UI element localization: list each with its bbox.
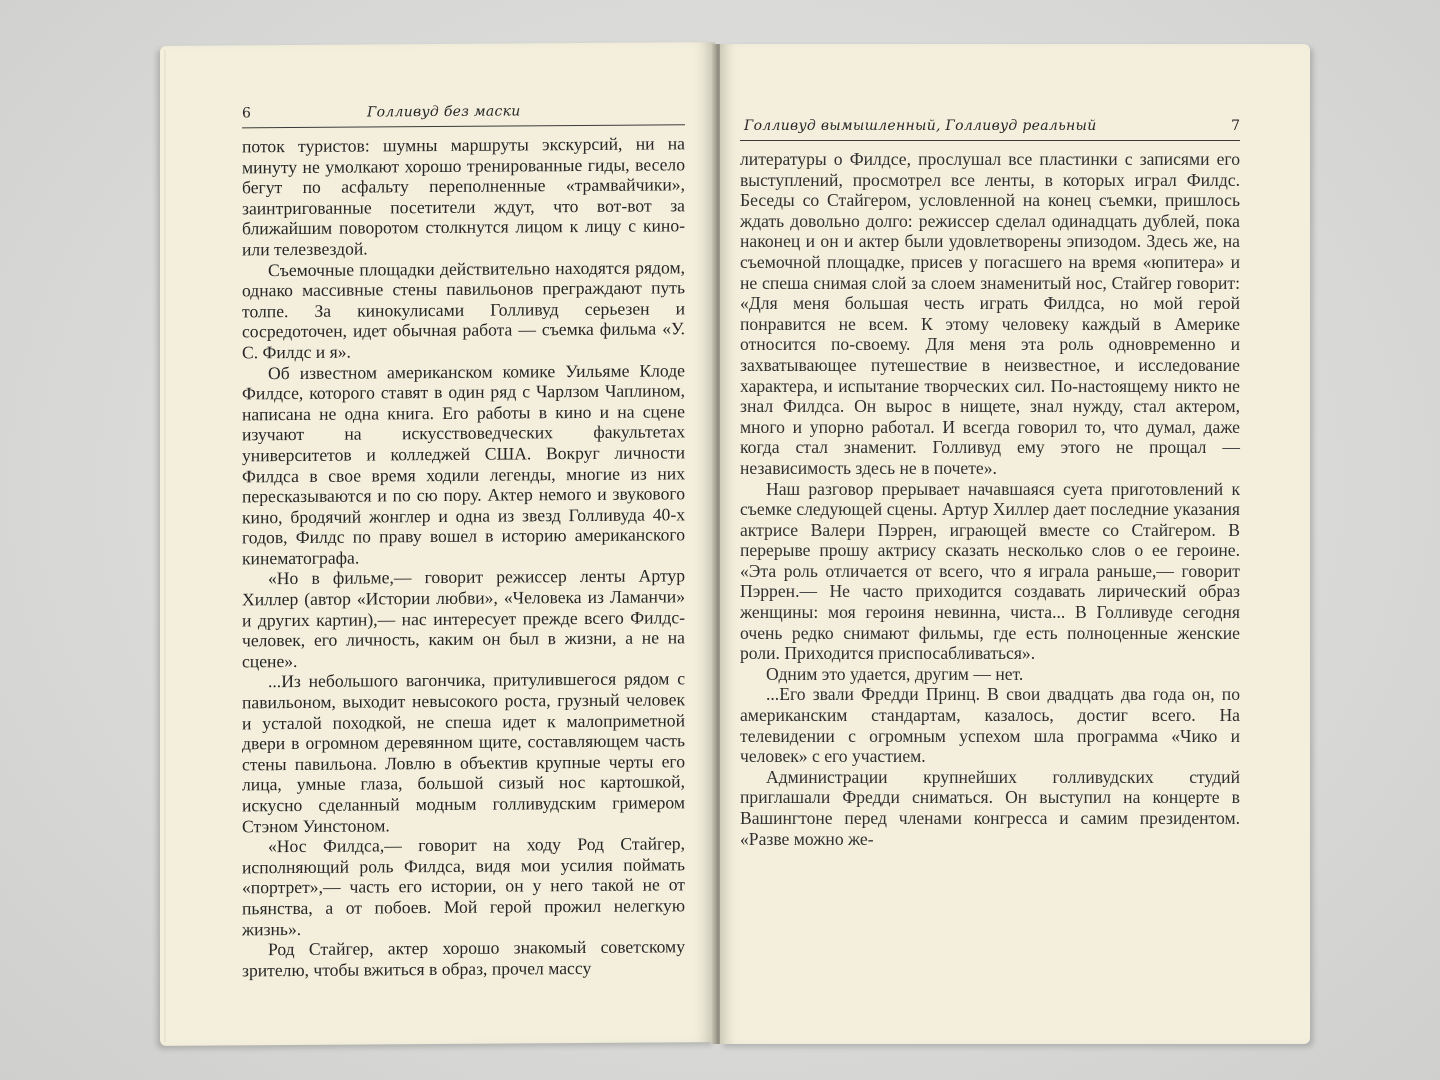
page-edges	[164, 50, 170, 1042]
page-number-left: 6	[242, 105, 251, 122]
left-page-body	[242, 133, 685, 980]
right-page-header	[740, 114, 1240, 141]
right-page	[720, 44, 1310, 1044]
paragraph: Род Стайгер, актер хорошо знакомый советскому зрителю, чтобы вжиться в образ, прочел массу	[242, 936, 685, 981]
paragraph: «Но в фильме,— говорит режиссер ленты Артур Хиллер (автор «Истории любви», «Человека из Ламанчи» и других картин),— нас интересует прежде всего Филдс-человек, его личность, каким он был в жизни, а не на сцене».	[242, 565, 685, 672]
paragraph: Съемочные площадки действительно находятся рядом, однако массивные стены павильонов преграждают путь толпе. За кинокулисами Голливуд серьезен и сосредоточен, идет обычная работа — съемка фильма «У. С. Филдс и я».	[242, 256, 685, 363]
paragraph: Об известном американском комике Уильяме Клоде Филдсе, которого ставят в один ряд с Чарлзом Чаплином, написана не одна книга. Его работы в кино и на сцене изучают на искусствоведческих факультетах университетов и колледжей США. Вокруг личности Филдса в свое время ходили легенды, многие из них пересказываются и по сю пору. Актер немого и звукового кино, бродячий жонглер и одна из звезд Голливуда 40-х годов, Филдс по праву вошел в историю американского кинематографа.	[242, 359, 685, 569]
right-page-body	[740, 149, 1240, 849]
paragraph: поток туристов: шумны маршруты экскурсий, ни на минуту не умолкают хорошо тренированные гиды, весело бегут по асфальту переполненные «трамвайчики», заинтригованные посетители ждут, что вот-вот за ближайшим поворотом столкнутся лицом к лицу с кино- или телезвездой.	[242, 133, 685, 260]
paragraph: Одним это удается, другим — нет.	[766, 663, 1024, 684]
paragraph: Наш разговор прерывает начавшаяся суета приготовлений к съемке следующей сцены. Артур Хиллер дает последние указания актрисе Валери Пэррен, играющей вместе со Стайгером. В перерыве прошу актрису сказать несколько слов о ее героине. «Эта роль отличается от всего, что я играла раньше,— говорит Пэррен.— Не часто приходится создавать лирический образ женщины: моя героиня невинна, чиста... В Голливуде сегодня очень редко снимают фильмы, где есть полноценные женские роли. Приходится приспосабливаться».	[740, 478, 1240, 664]
page-number-right: 7	[1231, 118, 1240, 134]
left-page	[160, 42, 715, 1046]
running-head-right: Голливуд вымышленный, Голливуд реальный	[744, 118, 1097, 134]
running-head-left: Голливуд без маски	[367, 103, 521, 121]
paragraph: Администрации крупнейших голливудских студий приглашали Фредди сниматься. Он выступил на концерте в Вашингтоне перед членами конгресса и самим президентом. «Разве можно же-	[740, 766, 1240, 849]
paragraph: «Нос Филдса,— говорит на ходу Род Стайгер, исполняющий роль Филдса, видя мои усилия поймать «портрет»,— часть его истории, он у него такой не от пьянства, а от побоев. Мой герой прожил нелегкую жизнь».	[242, 833, 685, 939]
open-book	[160, 44, 1310, 1044]
left-page-header	[242, 98, 685, 128]
paragraph: литературы о Филдсе, прослушал все пластинки с записями его выступлений, просмотрел все ленты, в которых играл Филдс. Беседы со Стайгером, условленной на конец съемки, пришлось ждать довольно долго: режиссер сделал одинадцать дублей, пока наконец и он и актер были удовлетворены эпизодом. Здесь же, на съемочной площадке, присев у погасшего на время «юпитера» и не спеша снимая слой за слоем знаменитый нос, Стайгер говорит: «Для меня большая честь играть Филдса, но мой герой понравится не всем. К этому человеку каждый в Америке относится по-своему. Для меня эта роль одновременно и захватывающее путешествие в неизвестное, и исследование характера, и испытание творческих сил. По-настоящему никто не знал Филдса. Он вырос в нищете, знал нужду, стал актером, много и упорно работал. И всегда говорил то, что думал, даже когда стал знаменит. Голливуд ему этого не прощал — независимость здесь не в почете».	[740, 149, 1240, 478]
paragraph: ...Из небольшого вагончика, притулившегося рядом с павильоном, выходит невысокого роста, грузный человек и усталой походкой, не спеша идет к малоприметной двери в огромном деревянном щите, составляющем часть стены павильона. Ловлю в объектив крупные черты его лица, умные глаза, большой сизый нос картошкой, искусно сделанный модным голливудским гримером Стэном Уинстоном.	[242, 668, 685, 836]
paragraph: ...Его звали Фредди Принц. В свои двадцать два года он, по американским стандартам, казалось, достиг всего. На телевидении с огромным успехом шла программа «Чико и человек» с его участием.	[740, 684, 1240, 767]
